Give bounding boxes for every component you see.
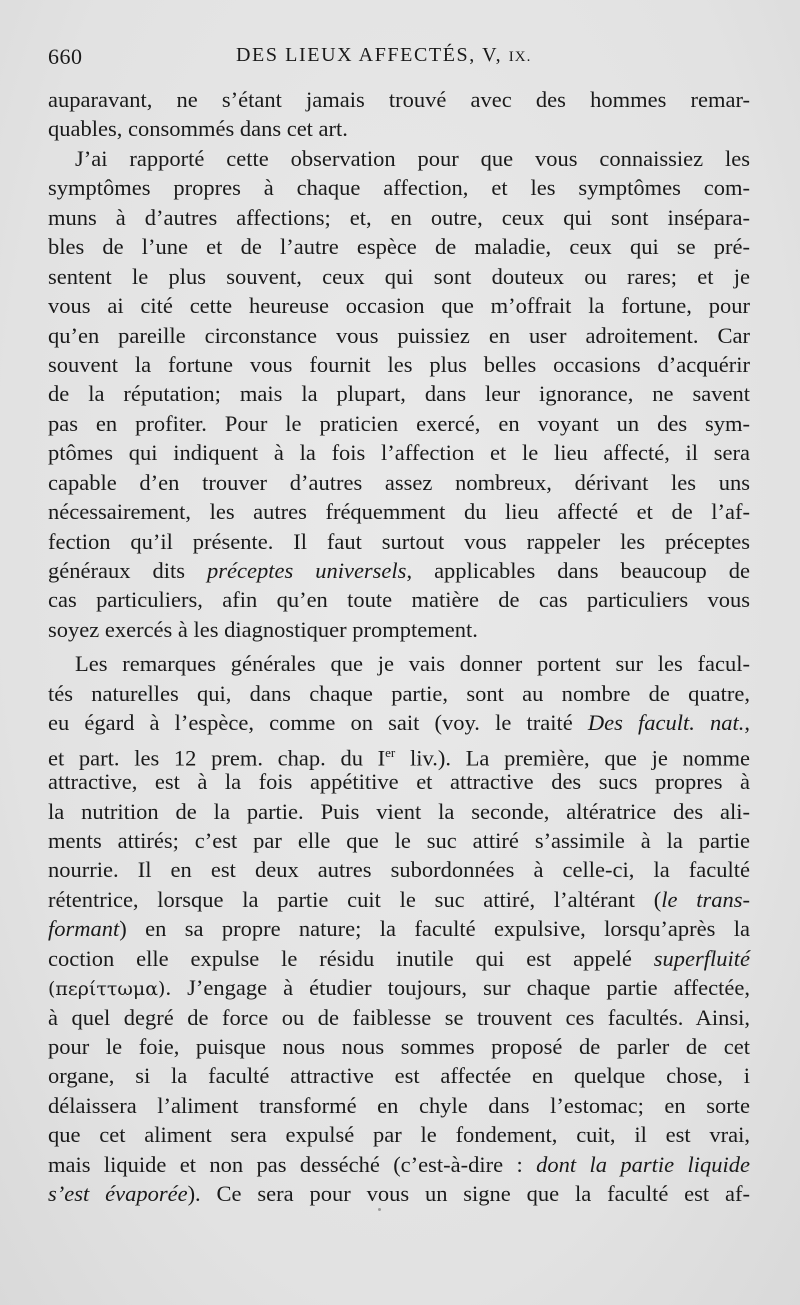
text-fragment: ) en sa propre nature; la faculté expulsive, lorsqu’après la — [119, 916, 750, 942]
text-line: pas en profiter. Pour le praticien exercé, en voyant un des sym- — [48, 410, 750, 436]
italic-term: formant — [48, 916, 120, 942]
text-line: sentent le plus souvent, ceux qui sont douteux ou rares; et je — [48, 263, 750, 289]
text-line — [48, 914, 750, 943]
text-fragment: et part. les 12 prem. chap. du I — [48, 745, 386, 771]
superscript: er — [385, 744, 396, 760]
text-line: la nutrition de la partie. Puis vient la seconde, altératrice des ali- — [48, 798, 750, 824]
text-line: symptômes propres à chaque affection, et les symptômes com- — [48, 175, 750, 201]
text-line — [48, 708, 750, 737]
running-head-title: DES LIEUX AFFECTÉS, V, — [236, 44, 509, 66]
text-fragment: ). Ce sera pour vous un signe que la faculté est af- — [187, 1181, 750, 1207]
text-line: nourrie. Il en est deux autres subordonnées à celle-ci, la faculté — [48, 857, 750, 883]
running-head-chapter: IX. — [508, 49, 532, 65]
text-fragment: liv.). La première, que je nomme — [395, 745, 750, 771]
text-fragment: , applicables dans beaucoup de — [406, 558, 750, 583]
text-line: bles de l’une et de l’autre espèce de maladie, ceux qui se pré- — [48, 234, 750, 260]
italic-term: superfluité — [653, 945, 750, 971]
text-line: cas particuliers, afin qu’en toute matière de cas particuliers vous — [48, 587, 750, 613]
ink-speck — [378, 1208, 381, 1211]
text-line: à quel degré de force ou de faiblesse se trouvent ces facultés. Ainsi, — [48, 1004, 750, 1030]
text-line: quables, consommés dans cet art. — [48, 116, 348, 142]
greek-term: (περίττωμα) — [48, 978, 166, 1001]
page-number: 660 — [48, 44, 83, 69]
text-fragment: coction elle expulse le résidu inutile qui est appelé — [48, 945, 654, 971]
text-line: auparavant, ne s’étant jamais trouvé avec des hommes remar- — [48, 87, 750, 112]
text-line: organe, si la faculté attractive est affectée en quelque chose, i — [48, 1063, 750, 1089]
running-head — [236, 44, 531, 67]
text-fragment: eu égard à l’espèce, comme on sait (voy. le traité — [48, 710, 588, 736]
text-fragment: . J’engage à étudier toujours, sur chaque partie affectée, — [165, 975, 750, 1001]
text-line: attractive, est à la fois appétitive et attractive des sucs propres à — [48, 769, 750, 795]
italic-term: le trans- — [661, 886, 750, 912]
text-line — [48, 556, 750, 585]
italic-term: s’est évaporée — [48, 1181, 188, 1207]
text-line: J’ai rapporté cette observation pour que vous connaissiez les — [75, 145, 750, 171]
body-text — [48, 85, 750, 1209]
italic-term: préceptes universels — [206, 558, 407, 583]
text-line: capable d’en trouver d’autres assez nombreux, dérivant les uns — [48, 469, 750, 495]
text-line: souvent la fortune vous fournit les plus belles occasions d’acquérir — [48, 351, 750, 377]
text-line: que cet aliment sera expulsé par le fondement, cuit, il est vrai, — [48, 1122, 750, 1148]
text-line: soyez exercés à les diagnostiquer promptement. — [48, 616, 478, 642]
text-line: fection qu’il présente. Il faut surtout vous rappeler les préceptes — [48, 528, 750, 554]
text-fragment: , — [744, 710, 750, 736]
text-line: délaissera l’aliment transformé en chyle dans l’estomac; en sorte — [48, 1092, 750, 1118]
text-line: ments attirés; c’est par elle que le suc attiré s’assimile à la partie — [48, 827, 750, 853]
text-line: tés naturelles qui, dans chaque partie, sont au nombre de quatre, — [48, 680, 750, 706]
text-line — [48, 944, 750, 973]
text-line: nécessairement, les autres fréquemment du lieu affecté et de l’af- — [48, 499, 750, 525]
text-line: qu’en pareille circonstance vous puissiez en user adroitement. Car — [48, 322, 750, 348]
text-line — [48, 1150, 750, 1179]
italic-term: dont la partie liquide — [536, 1151, 750, 1177]
text-fragment: généraux dits — [48, 558, 207, 583]
italic-title: Des facult. nat. — [587, 710, 745, 736]
text-line — [48, 1179, 750, 1208]
text-line — [48, 973, 750, 1002]
text-line: muns à d’autres affections; et, en outre, ceux qui sont insépara- — [48, 204, 750, 230]
text-fragment: mais liquide et non pas desséché (c’est-à-dire : — [48, 1151, 537, 1177]
text-fragment: rétentrice, lorsque la partie cuit le suc attiré, l’altérant ( — [48, 886, 662, 912]
page-header — [48, 44, 748, 78]
text-line: pour le foie, puisque nous nous sommes proposé de parler de cet — [48, 1034, 750, 1059]
text-line: vous ai cité cette heureuse occasion que m’offrait la fortune, pour — [48, 293, 750, 319]
text-line — [48, 885, 750, 914]
text-line: ptômes qui indiquent à la fois l’affection et le lieu affecté, il sera — [48, 440, 750, 466]
text-line: Les remarques générales que je vais donner portent sur les facul- — [75, 651, 750, 677]
text-line — [48, 738, 750, 771]
text-line: de la réputation; mais la plupart, dans leur ignorance, ne savent — [48, 381, 750, 407]
